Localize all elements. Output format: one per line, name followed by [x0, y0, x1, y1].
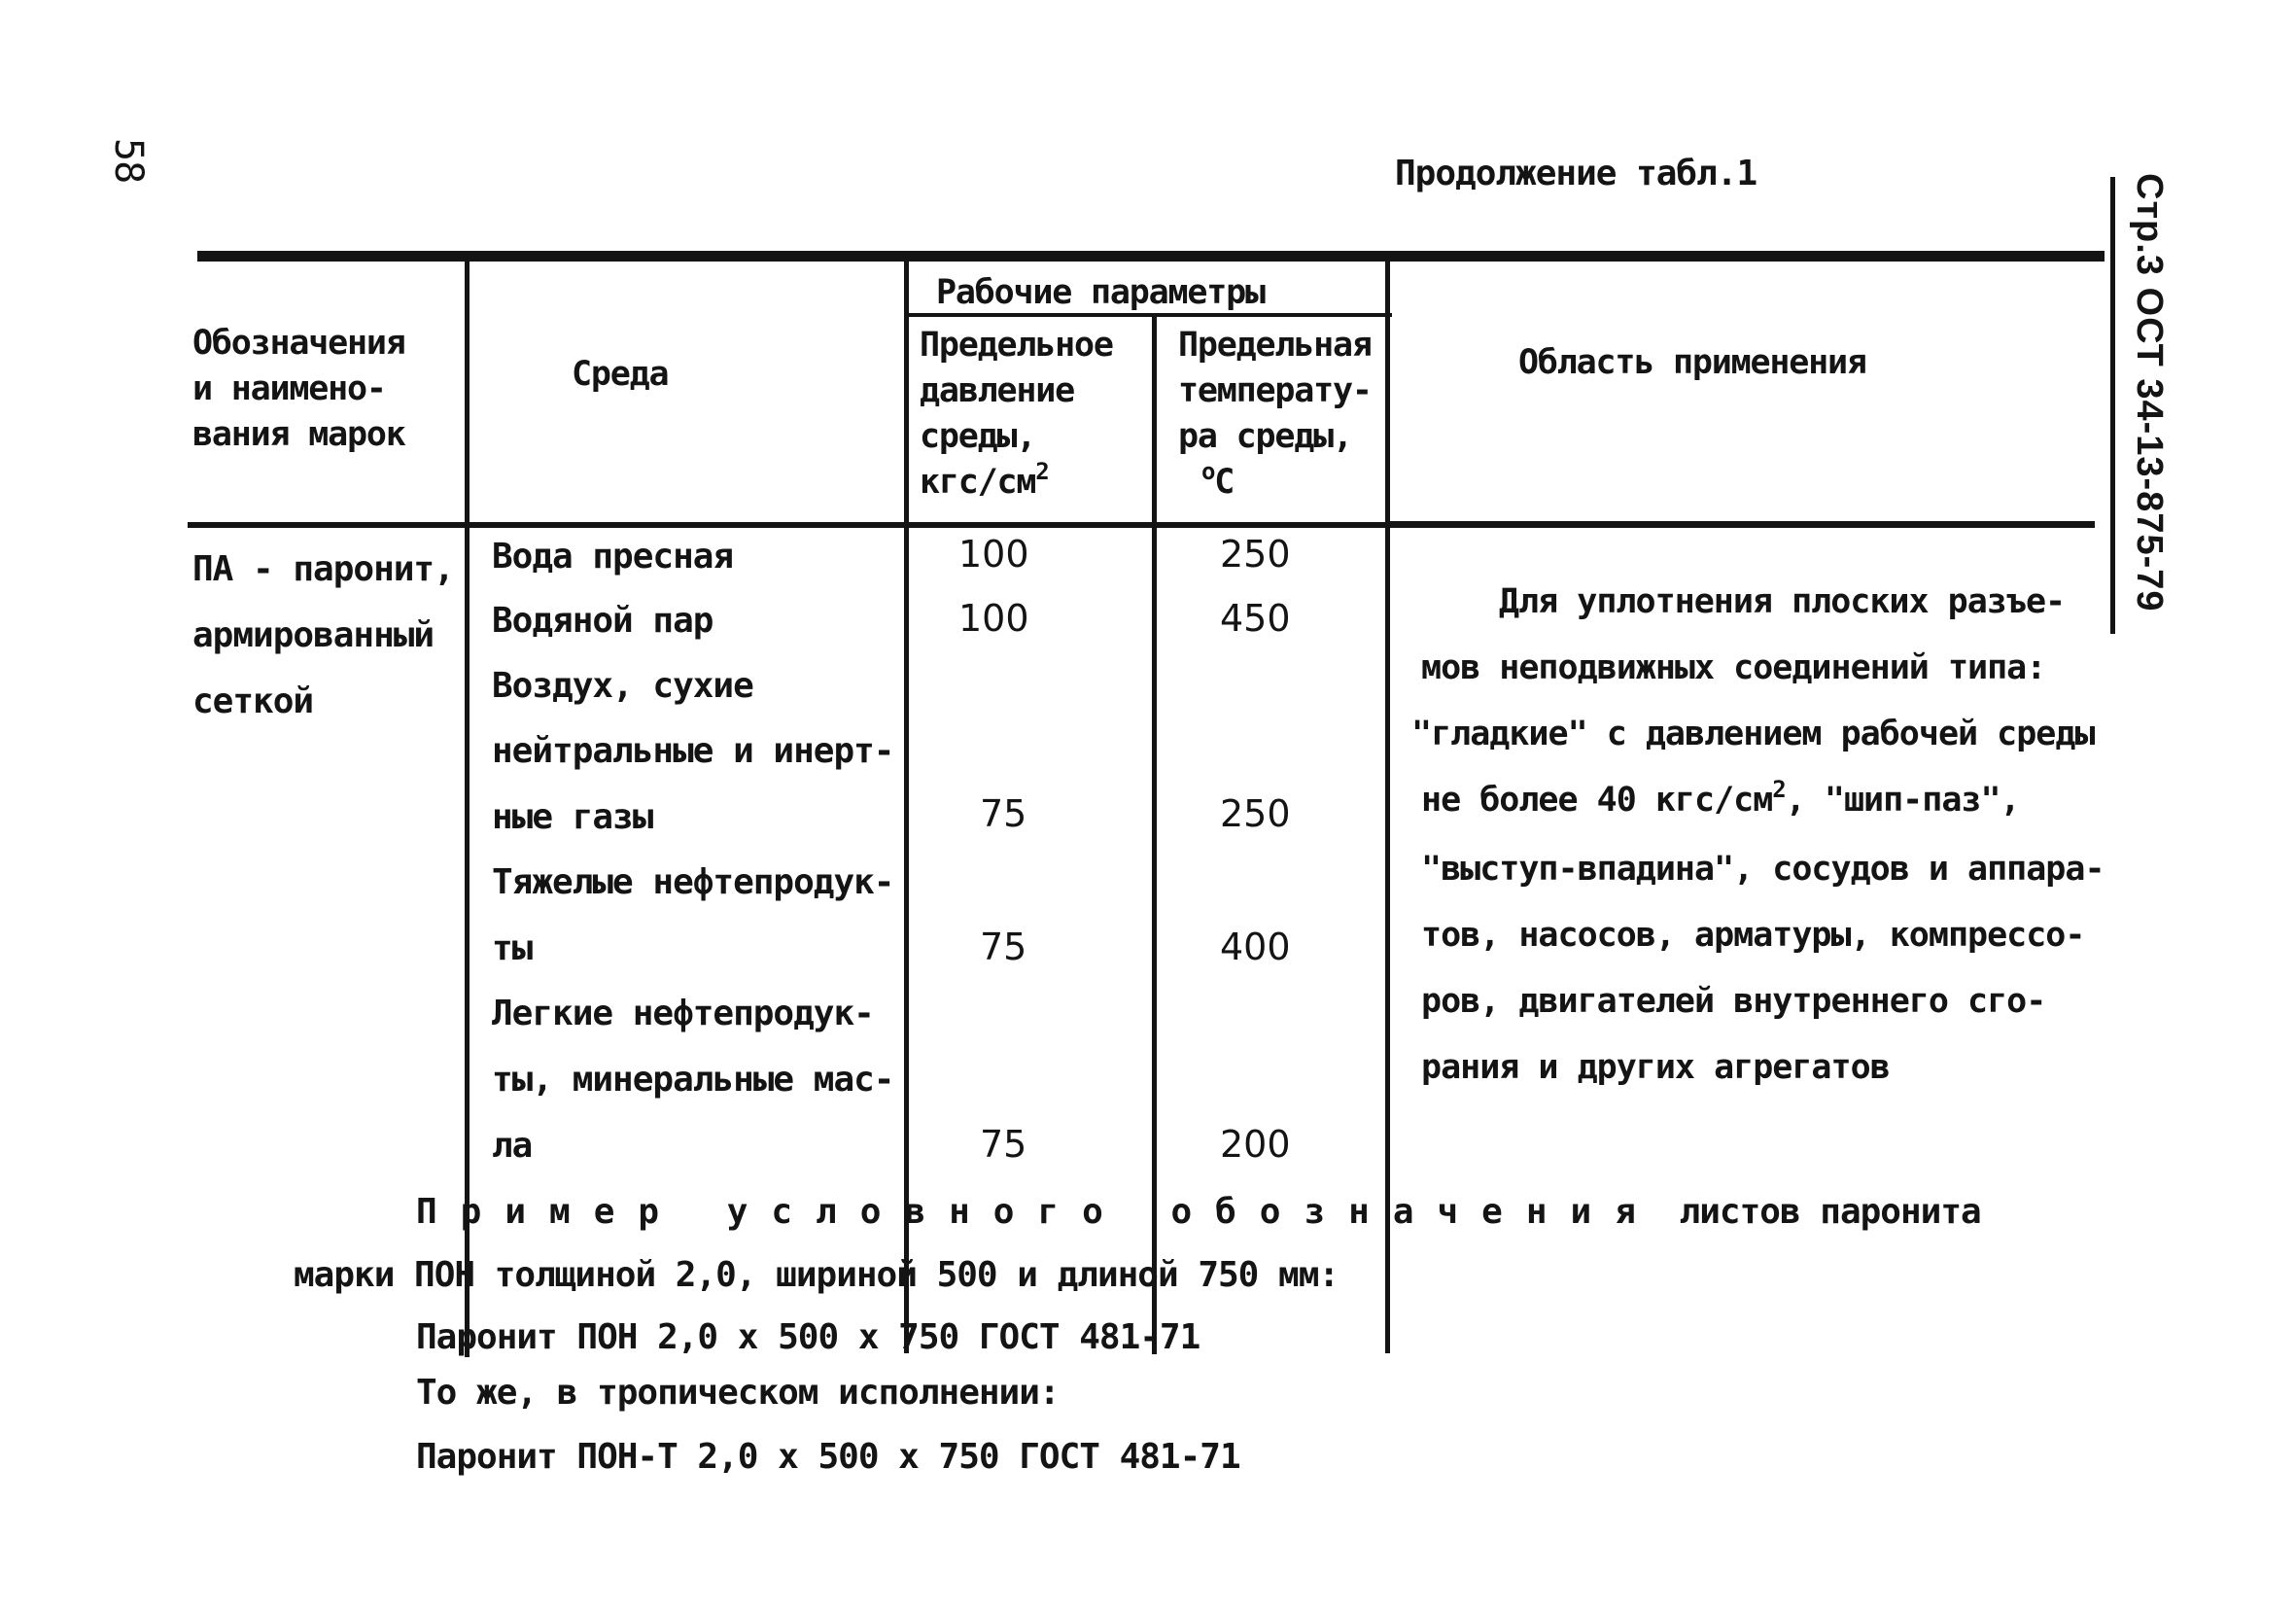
temperature-value: 400 — [1220, 926, 1291, 968]
application-line-4-text: не более 40 кгс/см — [1421, 781, 1773, 820]
media-row-4-label-1: Тяжелые нефтепродук- — [492, 862, 894, 902]
header-temperature-line-1: Предельная — [1178, 326, 1372, 365]
header-application: Область применения — [1518, 343, 1866, 382]
header-temperature — [1178, 323, 1372, 508]
col-divider-4 — [1385, 255, 1390, 1353]
application-line-7: ров, двигателей внутреннего сго- — [1421, 982, 2046, 1021]
media-row-5-label-2: ты, минеральные мас- — [492, 1060, 894, 1100]
application-line-8: рания и других агрегатов — [1421, 1048, 1890, 1087]
application-line-6: тов, насосов, арматуры, компрессо- — [1421, 916, 2085, 955]
header-brand-line-2: и наимено- — [192, 369, 386, 408]
example-line-3: Паронит ПОН 2,0 х 500 х 750 ГОСТ 481-71 — [416, 1317, 1200, 1357]
media-row-4-label-2: ты — [492, 928, 533, 968]
media-row-3-label-1: Воздух, сухие — [492, 666, 753, 706]
temperature-unit-text: С — [1214, 463, 1235, 502]
header-working-params: Рабочие параметры — [936, 273, 1265, 312]
example-line-2: марки ПОН толщиной 2,0, шириной 500 и длиной 750 мм: — [294, 1255, 1339, 1295]
pressure-value: 75 — [980, 926, 1027, 968]
media-row-5-label-1: Легкие нефтепродук- — [492, 994, 874, 1033]
application-line-4 — [1411, 767, 2105, 836]
pressure-unit-superscript: 2 — [1035, 458, 1049, 485]
header-brand-line-1: Обозначения — [192, 324, 405, 363]
header-right-rule — [1390, 521, 2095, 524]
example-line-4: То же, в тропическом исполнении: — [416, 1373, 1060, 1413]
header-pressure-line-1: Предельное — [920, 326, 1113, 365]
pressure-value: 100 — [958, 597, 1029, 640]
application-line-5: "выступ-впадина", сосудов и аппара- — [1421, 850, 2105, 889]
example-heading-spaced: Пример условного обозначения — [416, 1192, 1659, 1232]
side-stamp: Стр.3 ОСТ 34-13-875-79 — [2129, 173, 2170, 612]
example-line-5: Паронит ПОН-Т 2,0 х 500 х 750 ГОСТ 481-71 — [416, 1437, 1240, 1477]
application-line-4-rest: , "шип-паз", — [1785, 781, 2020, 820]
header-brand-line-3: вания марок — [192, 415, 405, 454]
header-temperature-unit — [1178, 460, 1372, 508]
pressure-value: 75 — [980, 1123, 1027, 1166]
pressure-value: 75 — [980, 792, 1027, 835]
header-temperature-line-2: температу- — [1178, 371, 1372, 410]
application-line-2: мов неподвижных соединений типа: — [1421, 648, 2046, 687]
temperature-value: 250 — [1220, 533, 1291, 576]
media-row-3-label-3: ные газы — [492, 797, 653, 837]
brand-line-1: ПА - паронит, — [192, 549, 454, 589]
temperature-unit-superscript: о — [1201, 458, 1215, 485]
example-heading — [416, 1192, 1981, 1232]
application-line-1: Для уплотнения плоских разъе- — [1499, 582, 2066, 621]
media-row-1-label: Вода пресная — [492, 537, 734, 577]
header-pressure-line-3: среды, — [920, 417, 1036, 456]
header-pressure-line-2: давление — [920, 371, 1074, 410]
header-brand-designation — [192, 321, 405, 458]
application-text — [1411, 569, 2105, 1101]
temperature-value: 250 — [1220, 792, 1291, 835]
media-row-5-label-3: ла — [492, 1126, 533, 1166]
header-pressure — [920, 323, 1113, 508]
example-heading-rest: листов паронита — [1679, 1192, 1981, 1232]
header-temperature-line-3: ра среды, — [1178, 417, 1352, 456]
media-row-3-label-2: нейтральные и инерт- — [492, 731, 894, 771]
header-pressure-unit — [920, 460, 1113, 508]
temperature-value: 450 — [1220, 597, 1291, 640]
brand-line-3: сеткой — [192, 682, 314, 721]
page-number: 58 — [106, 138, 151, 184]
header-medium: Среда — [572, 355, 669, 394]
pressure-unit-text: кгс/см — [920, 463, 1036, 502]
temperature-value: 200 — [1220, 1123, 1291, 1166]
continuation-title: Продолжение табл.1 — [1395, 154, 1757, 193]
application-line-4-superscript: 2 — [1772, 776, 1786, 803]
col-divider-2 — [904, 255, 909, 1353]
brand-line-2: армированный — [192, 615, 435, 655]
application-line-3: "гладкие" с давлением рабочей среды — [1411, 715, 2095, 753]
brand-cell — [192, 537, 454, 735]
table-top-rule — [197, 251, 2105, 262]
stamp-rule — [2110, 177, 2115, 634]
media-row-2-label: Водяной пар — [492, 601, 713, 641]
pressure-value: 100 — [958, 533, 1029, 576]
